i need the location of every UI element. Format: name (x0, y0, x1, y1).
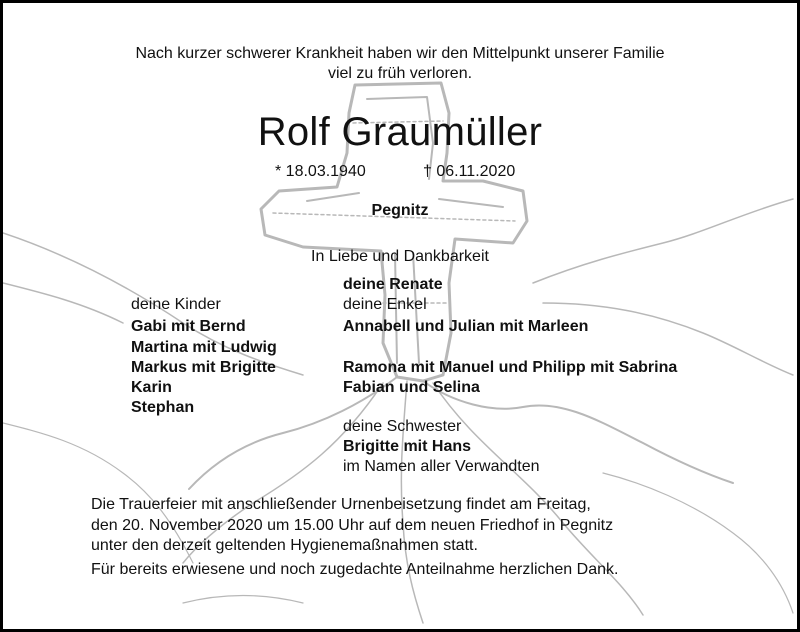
children-label: deine Kinder (131, 296, 221, 313)
relatives: im Namen aller Verwandten (343, 458, 540, 475)
place: Pegnitz (371, 202, 429, 219)
child: Markus mit Brigitte (131, 359, 276, 376)
deceased-name: Rolf Graumüller (257, 110, 543, 154)
child: Martina mit Ludwig (131, 339, 277, 356)
thanks: Für bereits erwiesene und noch zugedachte Anteilnahme herzlichen Dank. (91, 561, 619, 578)
sister-label: deine Schwester (343, 418, 462, 435)
funeral-line-1: Die Trauerfeier mit anschließender Urnenbeisetzung findet am Freitag, (91, 496, 591, 513)
grandchildren-label: deine Enkel (343, 296, 427, 313)
grandchild: Annabell und Julian mit Marleen (343, 318, 589, 335)
child: Karin (131, 379, 172, 396)
grandchild: Fabian und Selina (343, 379, 480, 396)
funeral-line-3: unter den derzeit geltenden Hygienemaßnahmen statt. (91, 537, 478, 554)
mourners-intro: In Liebe und Dankbarkeit (311, 248, 489, 265)
spouse: deine Renate (343, 276, 443, 293)
funeral-line-2: den 20. November 2020 um 15.00 Uhr auf dem neuen Friedhof in Pegnitz (91, 517, 614, 534)
sister: Brigitte mit Hans (343, 438, 472, 455)
grandchild: Ramona mit Manuel und Philipp mit Sabrina (343, 359, 678, 376)
birth-date: * 18.03.1940 (275, 163, 366, 180)
child: Gabi mit Bernd (131, 318, 246, 335)
intro-line-2: viel zu früh verloren. (327, 65, 473, 82)
child: Stephan (131, 399, 195, 416)
death-date: † 06.11.2020 (423, 163, 516, 180)
intro-line-1: Nach kurzer schwerer Krankheit haben wir den Mittelpunkt unserer Familie (135, 45, 665, 62)
